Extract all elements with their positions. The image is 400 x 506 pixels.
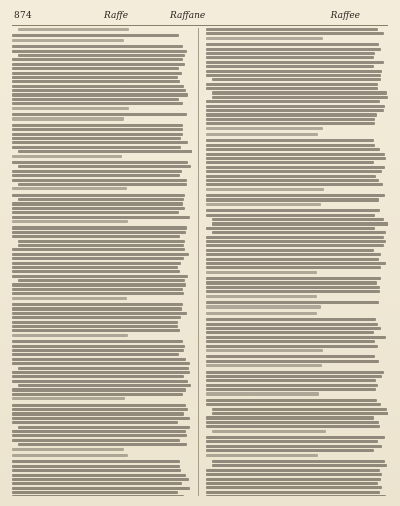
text-line xyxy=(212,231,386,234)
text-line xyxy=(206,416,374,419)
text-line xyxy=(12,128,183,131)
text-line xyxy=(206,379,376,382)
text-line xyxy=(206,449,374,452)
text-line xyxy=(12,124,183,127)
text-line xyxy=(18,198,184,201)
text-line xyxy=(206,144,375,147)
text-line xyxy=(206,175,376,178)
text-line xyxy=(206,236,384,239)
text-line xyxy=(206,336,386,339)
text-line xyxy=(206,240,386,243)
text-line xyxy=(206,305,321,308)
text-line xyxy=(206,52,375,55)
text-line xyxy=(206,139,374,142)
text-line xyxy=(12,133,183,136)
text-line xyxy=(12,439,180,442)
right-text-column xyxy=(206,28,388,496)
header-rule xyxy=(12,25,388,26)
text-line xyxy=(206,454,318,457)
text-line xyxy=(12,211,179,214)
text-line xyxy=(12,275,188,278)
text-line xyxy=(206,153,385,156)
text-line xyxy=(206,109,384,112)
text-line xyxy=(206,286,380,289)
text-line xyxy=(12,253,189,256)
text-line xyxy=(206,364,322,367)
text-line xyxy=(12,353,179,356)
text-line xyxy=(206,478,381,481)
text-line xyxy=(12,174,180,177)
text-line xyxy=(12,430,186,433)
text-line xyxy=(12,231,186,234)
text-line xyxy=(12,262,181,265)
text-line xyxy=(12,412,184,415)
text-line xyxy=(18,367,189,370)
text-line xyxy=(206,209,380,212)
text-line xyxy=(12,107,129,110)
text-line xyxy=(18,165,191,168)
text-line xyxy=(206,440,378,443)
text-line xyxy=(12,288,183,291)
center-running-head: Raffane xyxy=(170,11,206,21)
text-line xyxy=(206,83,378,86)
text-line xyxy=(18,183,187,186)
text-line xyxy=(12,491,178,494)
text-line xyxy=(206,253,381,256)
text-line xyxy=(206,244,384,247)
text-line xyxy=(12,312,187,315)
text-line xyxy=(206,384,378,387)
text-line xyxy=(12,316,181,319)
text-line xyxy=(12,469,181,472)
text-line xyxy=(18,150,192,153)
text-line xyxy=(12,63,185,66)
text-line xyxy=(212,412,388,415)
text-line xyxy=(12,72,182,75)
text-line xyxy=(12,303,183,306)
text-line xyxy=(12,194,185,197)
text-line xyxy=(206,266,381,269)
text-line xyxy=(12,85,184,88)
text-line xyxy=(206,105,385,108)
text-line xyxy=(12,117,124,120)
text-line xyxy=(206,331,374,334)
text-line xyxy=(206,258,379,261)
text-line xyxy=(12,487,190,490)
text-line xyxy=(12,58,183,61)
text-line xyxy=(12,297,127,300)
text-line xyxy=(12,325,178,328)
text-line xyxy=(12,388,186,391)
text-line xyxy=(206,179,379,182)
text-line xyxy=(212,464,387,467)
text-line xyxy=(12,329,180,332)
text-line xyxy=(12,137,181,140)
text-line xyxy=(206,421,379,424)
text-line xyxy=(12,34,179,37)
text-line xyxy=(12,340,183,343)
text-line xyxy=(206,113,377,116)
text-line xyxy=(206,148,380,151)
text-line xyxy=(18,279,185,282)
text-line xyxy=(12,375,184,378)
page-number: 874 xyxy=(14,11,33,21)
text-line xyxy=(206,340,375,343)
running-header xyxy=(0,11,400,25)
text-line xyxy=(12,89,186,92)
text-line xyxy=(206,28,378,31)
text-line xyxy=(206,70,382,73)
text-line xyxy=(12,161,188,164)
text-line xyxy=(18,426,190,429)
text-line xyxy=(206,161,374,164)
text-line xyxy=(12,179,187,182)
text-line xyxy=(12,460,180,463)
text-line xyxy=(206,349,323,352)
left-text-column xyxy=(12,28,192,496)
text-line xyxy=(206,61,384,64)
text-line xyxy=(212,408,387,411)
text-line xyxy=(212,78,381,81)
text-line xyxy=(206,473,382,476)
text-line xyxy=(212,96,388,99)
text-line xyxy=(12,155,122,158)
text-line xyxy=(206,360,379,363)
text-line xyxy=(206,495,386,496)
text-line xyxy=(12,80,180,83)
text-line xyxy=(12,187,127,190)
text-line xyxy=(206,371,384,374)
text-line xyxy=(206,65,374,68)
text-line xyxy=(206,318,376,321)
text-line xyxy=(12,220,128,223)
text-line xyxy=(206,277,381,280)
text-line xyxy=(212,430,326,433)
text-line xyxy=(206,486,382,489)
text-line xyxy=(12,408,188,411)
text-line xyxy=(206,262,386,265)
text-line xyxy=(12,417,190,420)
text-line xyxy=(206,323,378,326)
text-line xyxy=(12,482,182,485)
text-line xyxy=(12,307,182,310)
text-line xyxy=(18,244,184,247)
text-line xyxy=(206,388,376,391)
text-line xyxy=(206,203,321,206)
text-line xyxy=(12,146,181,149)
text-line xyxy=(18,28,129,31)
text-line xyxy=(206,445,382,448)
text-line xyxy=(12,334,128,337)
text-line xyxy=(206,118,375,121)
text-line xyxy=(12,421,178,424)
text-line xyxy=(206,355,375,358)
text-line xyxy=(12,270,180,273)
text-line xyxy=(206,100,380,103)
text-line xyxy=(12,113,187,116)
text-line xyxy=(12,76,178,79)
text-line xyxy=(12,465,180,468)
text-line xyxy=(212,218,384,221)
text-line xyxy=(12,170,182,173)
text-line xyxy=(12,454,128,457)
text-line xyxy=(206,74,381,77)
text-line xyxy=(206,345,378,348)
text-line xyxy=(18,240,185,243)
text-line xyxy=(206,327,381,330)
text-line xyxy=(12,98,179,101)
text-line xyxy=(206,133,318,136)
text-line xyxy=(12,362,190,365)
text-line xyxy=(18,54,185,57)
text-line xyxy=(12,257,184,260)
text-line xyxy=(206,249,374,252)
text-line xyxy=(206,271,317,274)
right-running-head: Raffee xyxy=(330,11,360,21)
text-line xyxy=(206,127,323,130)
text-line xyxy=(206,227,375,230)
text-line xyxy=(206,157,386,160)
text-line xyxy=(206,295,317,298)
text-line xyxy=(12,102,183,105)
text-line xyxy=(12,321,178,324)
text-line xyxy=(12,380,188,383)
text-line xyxy=(206,375,382,378)
text-line xyxy=(12,202,183,205)
text-line xyxy=(12,50,187,53)
text-line xyxy=(206,198,379,201)
text-line xyxy=(12,39,124,42)
text-line xyxy=(206,194,385,197)
text-line xyxy=(206,281,377,284)
text-line xyxy=(12,393,183,396)
text-line xyxy=(12,292,184,295)
text-line xyxy=(18,384,191,387)
text-line xyxy=(12,207,185,210)
text-line xyxy=(206,436,385,439)
text-line xyxy=(12,478,189,481)
text-line xyxy=(206,37,323,40)
text-line xyxy=(12,141,188,144)
text-line xyxy=(206,469,380,472)
text-line xyxy=(206,312,317,315)
text-line xyxy=(206,48,381,51)
text-line xyxy=(12,404,186,407)
text-line xyxy=(12,235,180,238)
text-line xyxy=(12,93,188,96)
text-line xyxy=(206,188,324,191)
text-line xyxy=(12,495,184,496)
text-line xyxy=(12,248,185,251)
text-line xyxy=(12,358,186,361)
text-line xyxy=(12,67,179,70)
column-divider xyxy=(198,28,199,496)
text-line xyxy=(12,283,186,286)
text-line xyxy=(206,425,380,428)
left-running-head: Raffe xyxy=(104,11,129,21)
text-line xyxy=(206,170,382,173)
text-line xyxy=(206,214,375,217)
text-line xyxy=(12,397,125,400)
text-line xyxy=(12,371,190,374)
text-line xyxy=(206,87,378,90)
text-line xyxy=(206,482,378,485)
text-line xyxy=(206,166,385,169)
text-line xyxy=(12,349,184,352)
text-line xyxy=(206,122,375,125)
text-line xyxy=(206,32,384,35)
text-line xyxy=(206,290,380,293)
text-line xyxy=(206,56,374,59)
text-line xyxy=(12,226,187,229)
text-line xyxy=(206,183,383,186)
text-line xyxy=(12,216,190,219)
text-line xyxy=(12,448,124,451)
text-line xyxy=(12,345,185,348)
text-line xyxy=(206,491,380,494)
text-line xyxy=(12,434,187,437)
text-line xyxy=(206,301,379,304)
text-line xyxy=(212,460,385,463)
text-line xyxy=(212,91,387,94)
text-line xyxy=(18,443,187,446)
text-line xyxy=(212,222,388,225)
text-line xyxy=(12,474,186,477)
text-line xyxy=(12,266,178,269)
text-line xyxy=(206,392,319,395)
text-line xyxy=(12,45,183,48)
text-line xyxy=(206,399,377,402)
text-line xyxy=(206,43,379,46)
text-line xyxy=(206,403,381,406)
